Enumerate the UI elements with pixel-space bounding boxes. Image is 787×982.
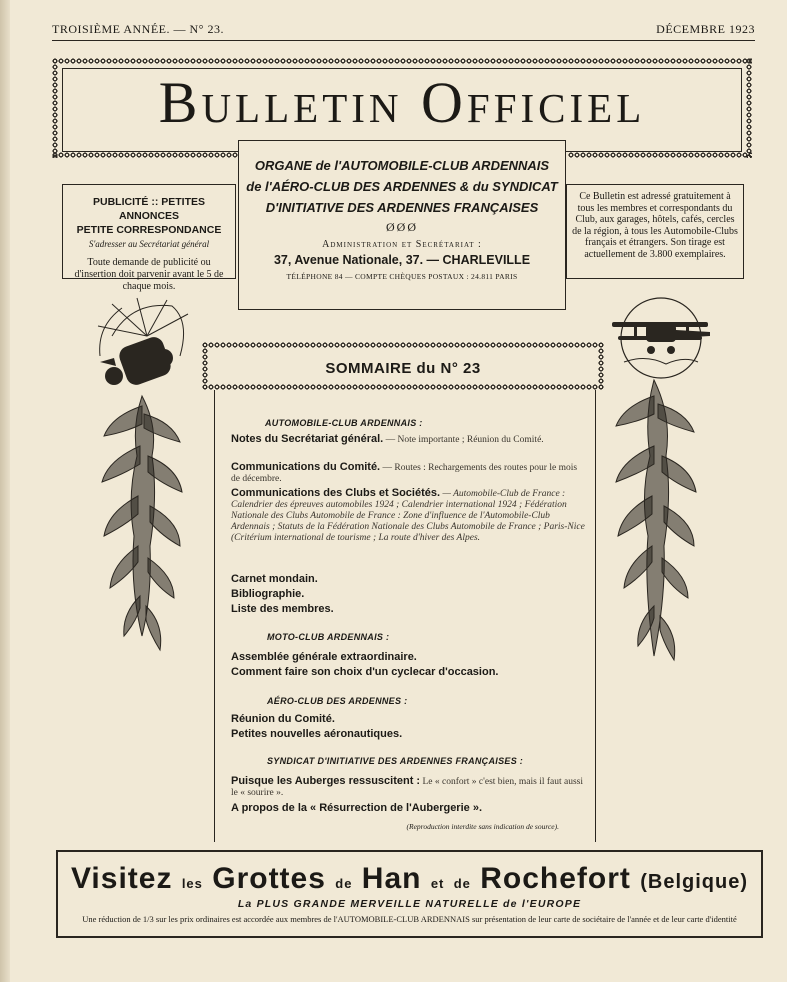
entry-detail: — Note importante ; Réunion du Comité. [385,435,544,445]
advert-grottes: Grottes [212,862,326,895]
section-heading-aero: AÉRO-CLUB DES ARDENNES : [267,696,408,706]
summary-title: SOMMAIRE du N° 23 [325,360,481,377]
advertising-contact: S'adresser au Secrétariat général [88,239,210,249]
entry-title: Liste des membres. [231,603,334,615]
advertising-heading-2: PETITE CORRESPONDANCE [76,224,222,236]
distribution-box [566,184,744,279]
advertising-heading-1: PUBLICITÉ :: PETITES ANNONCES [92,196,205,222]
ring-border-top [202,342,604,348]
distribution-notice: Ce Bulletin est adressé gratuitement à tous les membres et correspondants du Club, aux garages, hôtels, cafés, cercles de la région, à tous les Automobile-Clubs français et étrangers. Son tirage est actuellement de 3.800 exemplaires. [572,191,738,260]
summary-entry [231,488,587,544]
issue-number: TROISIÈME ANNÉE. — N° 23. [52,22,224,36]
advert-de: de [453,876,471,891]
summary-entry [231,434,587,446]
summary-entry [231,574,587,586]
aeroplane-garland-illustration [606,296,716,696]
summary-entry [231,776,587,799]
header-rule [52,40,755,41]
organ-line-3: D'INITIATIVE DES ARDENNES FRANÇAISES [265,200,539,215]
ring-border-bottom-left [52,152,238,158]
summary-entry [231,803,587,815]
summary-header-frame [202,342,604,390]
ring-border-top [52,58,752,64]
organ-box [238,140,566,310]
reproduction-notice: (Reproduction interdite sans indication de source). [406,822,559,831]
advert-han: Han [361,862,422,895]
advert-visitez: Visitez [70,862,173,895]
grottes-advertisement [56,850,763,938]
advert-footnote: Une réduction de 1/3 sur les prix ordinaires est accordée aux membres de l'AUTOMOBILE-CLUB ARDENNAIS sur présentation de leur carte de sociétaire de l'année et de leur carte d'identité [82,914,737,924]
car-emblem-garland-illustration [92,296,202,696]
entry-title: Puisque les Auberges ressuscitent : [231,775,421,787]
entry-title: Notes du Secrétariat général. [231,433,384,445]
advert-belgique: (Belgique) [640,871,749,893]
entry-detail: Le « confort » c'est bien, mais il faut aussi le « sourire ». [231,777,584,798]
organ-line-1: ORGANE de l'AUTOMOBILE-CLUB ARDENNAIS [254,158,550,173]
masthead-title: Bulletin Officiel [158,70,646,135]
summary-entry [231,589,587,601]
section-heading-moto: MOTO-CLUB ARDENNAIS : [267,632,390,642]
entry-title: Carnet mondain. [231,573,318,585]
summary-entry [231,604,587,616]
ring-border-bottom-right [568,152,752,158]
advertising-notice: Toute demande de publicité ou d'insertion doit parvenir avant le 5 de chaque mois. [74,257,224,292]
entry-title: Communications des Clubs et Sociétés. [231,487,441,499]
advert-et: et [430,876,445,891]
summary-entry [231,667,587,679]
entry-title: Communications du Comité. [231,461,381,473]
phone-line: TÉLÉPHONE 84 — COMPTE CHÈQUES POSTAUX : 24.811 PARIS [286,272,518,281]
section-heading-automobile: AUTOMOBILE-CLUB ARDENNAIS : [265,418,423,428]
administration-label: Administration et Secrétariat : [322,239,482,250]
entry-detail: — Automobile-Club de France : Calendrier des épreuves automobiles 1924 ; Calendrier international 1924 ; Fédération Nationale des Clubs Automobile de France : Zone d'influence de l'Automobile-Club Ardennais ; Statuts de la Fédération Nationale des Clubs Automobile de France ; Paris-Nice (Critérium international de tourisme ; La route d'hiver des Alpes. [231,489,585,543]
advert-rochefort: Rochefort [480,862,631,895]
advert-tagline: La PLUS GRANDE MERVEILLE NATURELLE de l'EUROPE [237,898,582,910]
advert-de: de [335,876,353,891]
summary-entry [231,729,587,741]
entry-title: Réunion du Comité. [231,713,335,725]
organ-line-2: de l'AÉRO-CLUB DES ARDENNES & du SYNDICAT [246,179,558,194]
binding-edge [0,0,10,982]
address: 37, Avenue Nationale, 37. — CHARLEVILLE [273,253,531,267]
ornament-icon: ØØØ [386,220,418,234]
advertising-box [62,184,236,292]
summary-body [214,390,596,842]
entry-title: Petites nouvelles aéronautiques. [231,728,403,740]
entry-title: Bibliographie. [231,588,305,600]
issue-date: DÉCEMBRE 1923 [656,22,755,36]
entry-detail: — Routes : Rechargements des routes pour le mois de décembre. [231,463,578,484]
advert-les: les [181,876,203,891]
advert-headline [58,862,761,896]
summary-entry [231,652,587,664]
summary-entry [231,462,587,485]
entry-title: A propos de la « Résurrection de l'Aubergerie ». [231,802,482,814]
section-heading-syndicat: SYNDICAT D'INITIATIVE DES ARDENNES FRANÇAISES : [267,756,524,766]
entry-title: Comment faire son choix d'un cyclecar d'occasion. [231,666,499,678]
summary-entry [231,714,587,726]
entry-title: Assemblée générale extraordinaire. [231,651,417,663]
issue-header [52,22,755,37]
